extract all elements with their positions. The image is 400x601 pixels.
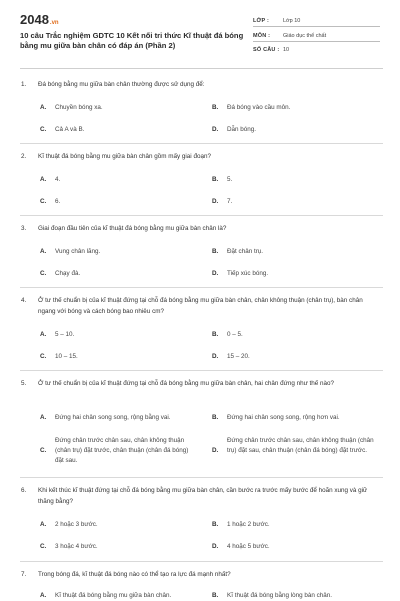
question-3-option-a[interactable]: Vung chân lăng. (55, 248, 101, 255)
question-6-option-a-letter: A. (40, 521, 47, 528)
question-1-option-a-letter: A. (40, 104, 47, 111)
question-6-text: Khi kết thúc kĩ thuật đứng tại chỗ đá bóng bằng mu giữa bàn chân, cần bước ra trước mấy bước để hoãn xung và giữ thăng bằng? (38, 487, 368, 505)
question-3-option-b-letter: B. (212, 248, 219, 255)
question-2-option-d[interactable]: 7. (227, 198, 233, 205)
question-5-option-b-letter: B. (212, 414, 219, 421)
question-4-option-c-letter: C. (40, 353, 47, 360)
question-3-option-c-letter: C. (40, 270, 47, 277)
question-4-option-d-letter: D. (212, 353, 219, 360)
question-6-option-c-letter: C. (40, 543, 47, 550)
site-logo[interactable]: 2048.vn (20, 12, 59, 27)
question-7-option-b[interactable]: Kĩ thuật đá bóng bằng lòng bàn chân. (227, 592, 333, 599)
meta-subject-value: Giáo dục thể chất (283, 33, 327, 39)
question-1-option-c[interactable]: Cả A và B. (55, 126, 85, 133)
question-7-option-a[interactable]: Kĩ thuật đá bóng bằng mu giữa bàn chân. (55, 592, 172, 599)
question-2-option-c[interactable]: 6. (55, 198, 61, 205)
question-3-option-a-letter: A. (40, 248, 47, 255)
question-1-text: Đá bóng bằng mu giữa bàn chân thường được sử dụng để: (38, 81, 205, 88)
question-7-option-b-letter: B. (212, 592, 219, 599)
question-2-option-a[interactable]: 4. (55, 176, 61, 183)
question-1-option-d[interactable]: Dẫn bóng. (227, 126, 257, 133)
question-7-number: 7. (21, 571, 27, 578)
question-4-text: Ở tư thế chuẩn bị của kĩ thuật đứng tại chỗ đá bóng bằng mu giữa bàn chân, chân không thuận (chân trụ), bàn chân ngang với bóng và cách bóng bao nhiêu cm? (38, 297, 363, 315)
question-3-text: Giai đoạn đầu tiên của kĩ thuật đá bóng bằng mu giữa bàn chân là? (38, 225, 227, 232)
question-4-option-a[interactable]: 5 – 10. (55, 331, 75, 338)
page-title: 10 câu Trắc nghiệm GDTC 10 Kết nối tri thức Kĩ thuật đá bóng bằng mu giữa bàn chân có đáp án (Phần 2) (20, 31, 244, 50)
question-5-option-d-letter: D. (212, 447, 219, 454)
question-5-option-a-letter: A. (40, 414, 47, 421)
header-divider (20, 68, 383, 69)
question-2-option-a-letter: A. (40, 176, 47, 183)
question-3-option-c[interactable]: Chạy đà. (55, 270, 81, 277)
question-2-number: 2. (21, 153, 27, 160)
question-divider (20, 143, 383, 144)
question-2-option-c-letter: C. (40, 198, 47, 205)
question-7-text: Trong bóng đá, kĩ thuật đá bóng nào có thể tạo ra lực đá mạnh nhất? (38, 571, 231, 578)
meta-class-value: Lớp 10 (283, 18, 301, 24)
question-divider (20, 215, 383, 216)
question-1-option-b[interactable]: Đá bóng vào cầu môn. (227, 104, 291, 111)
question-4-option-a-letter: A. (40, 331, 47, 338)
question-6-number: 6. (21, 487, 27, 494)
question-4-option-c[interactable]: 10 – 15. (55, 353, 78, 360)
question-3-option-d-letter: D. (212, 270, 219, 277)
question-2-option-b-letter: B. (212, 176, 219, 183)
question-4-option-d[interactable]: 15 – 20. (227, 353, 250, 360)
question-6-option-c[interactable]: 3 hoặc 4 bước. (55, 543, 98, 550)
question-2-option-d-letter: D. (212, 198, 219, 205)
question-1-option-c-letter: C. (40, 126, 47, 133)
question-1-option-d-letter: D. (212, 126, 219, 133)
question-4-option-b-letter: B. (212, 331, 219, 338)
question-6-option-d[interactable]: 4 hoặc 5 bước. (227, 543, 270, 550)
question-5-text: Ở tư thế chuẩn bị của kĩ thuật đứng tại chỗ đá bóng bằng mu giữa bàn chân, hai chân đứng như thế nào? (38, 380, 335, 387)
question-3-number: 3. (21, 225, 27, 232)
question-divider (20, 370, 383, 371)
question-3-option-d[interactable]: Tiếp xúc bóng. (227, 270, 269, 277)
question-6-option-a[interactable]: 2 hoặc 3 bước. (55, 521, 98, 528)
meta-count-label: SỐ CÂU : (253, 47, 280, 53)
question-1-option-a[interactable]: Chuyền bóng xa. (55, 104, 103, 111)
question-5-option-c[interactable]: Đứng chân trước chân sau, chân không thuận (chân trụ) đặt trước, chân thuận (chân đá bóng) đặt sau. (55, 437, 189, 464)
question-divider (20, 561, 383, 562)
question-5-option-d[interactable]: Đứng chân trước chân sau, chân không thuận (chân trụ) đặt sau, chân thuận (chân đá bóng) đặt trước. (227, 437, 374, 454)
document-header (0, 0, 400, 66)
question-5-option-a[interactable]: Đứng hai chân song song, rộng bằng vai. (55, 414, 171, 421)
question-divider (20, 287, 383, 288)
question-divider (20, 477, 383, 478)
question-4-option-b[interactable]: 0 – 5. (227, 331, 243, 338)
question-1-option-b-letter: B. (212, 104, 219, 111)
question-2-option-b[interactable]: 5. (227, 176, 233, 183)
question-7-option-a-letter: A. (40, 592, 47, 599)
meta-class-label: LỚP : (253, 18, 269, 24)
question-6-option-b-letter: B. (212, 521, 219, 528)
question-5-option-b[interactable]: Đứng hai chân song song, rộng hơn vai. (227, 414, 340, 421)
question-6-option-b[interactable]: 1 hoặc 2 bước. (227, 521, 270, 528)
question-3-option-b[interactable]: Đặt chân trụ. (227, 248, 264, 255)
question-6-option-d-letter: D. (212, 543, 219, 550)
question-4-number: 4. (21, 297, 27, 304)
meta-subject-label: MÔN : (253, 33, 271, 39)
meta-count-value: 10 (283, 47, 290, 53)
question-1-number: 1. (21, 81, 27, 88)
question-2-text: Kĩ thuật đá bóng bằng mu giữa bàn chân gồm mấy giai đoạn? (38, 153, 211, 160)
question-5-number: 5. (21, 380, 27, 387)
question-5-option-c-letter: C. (40, 447, 47, 454)
